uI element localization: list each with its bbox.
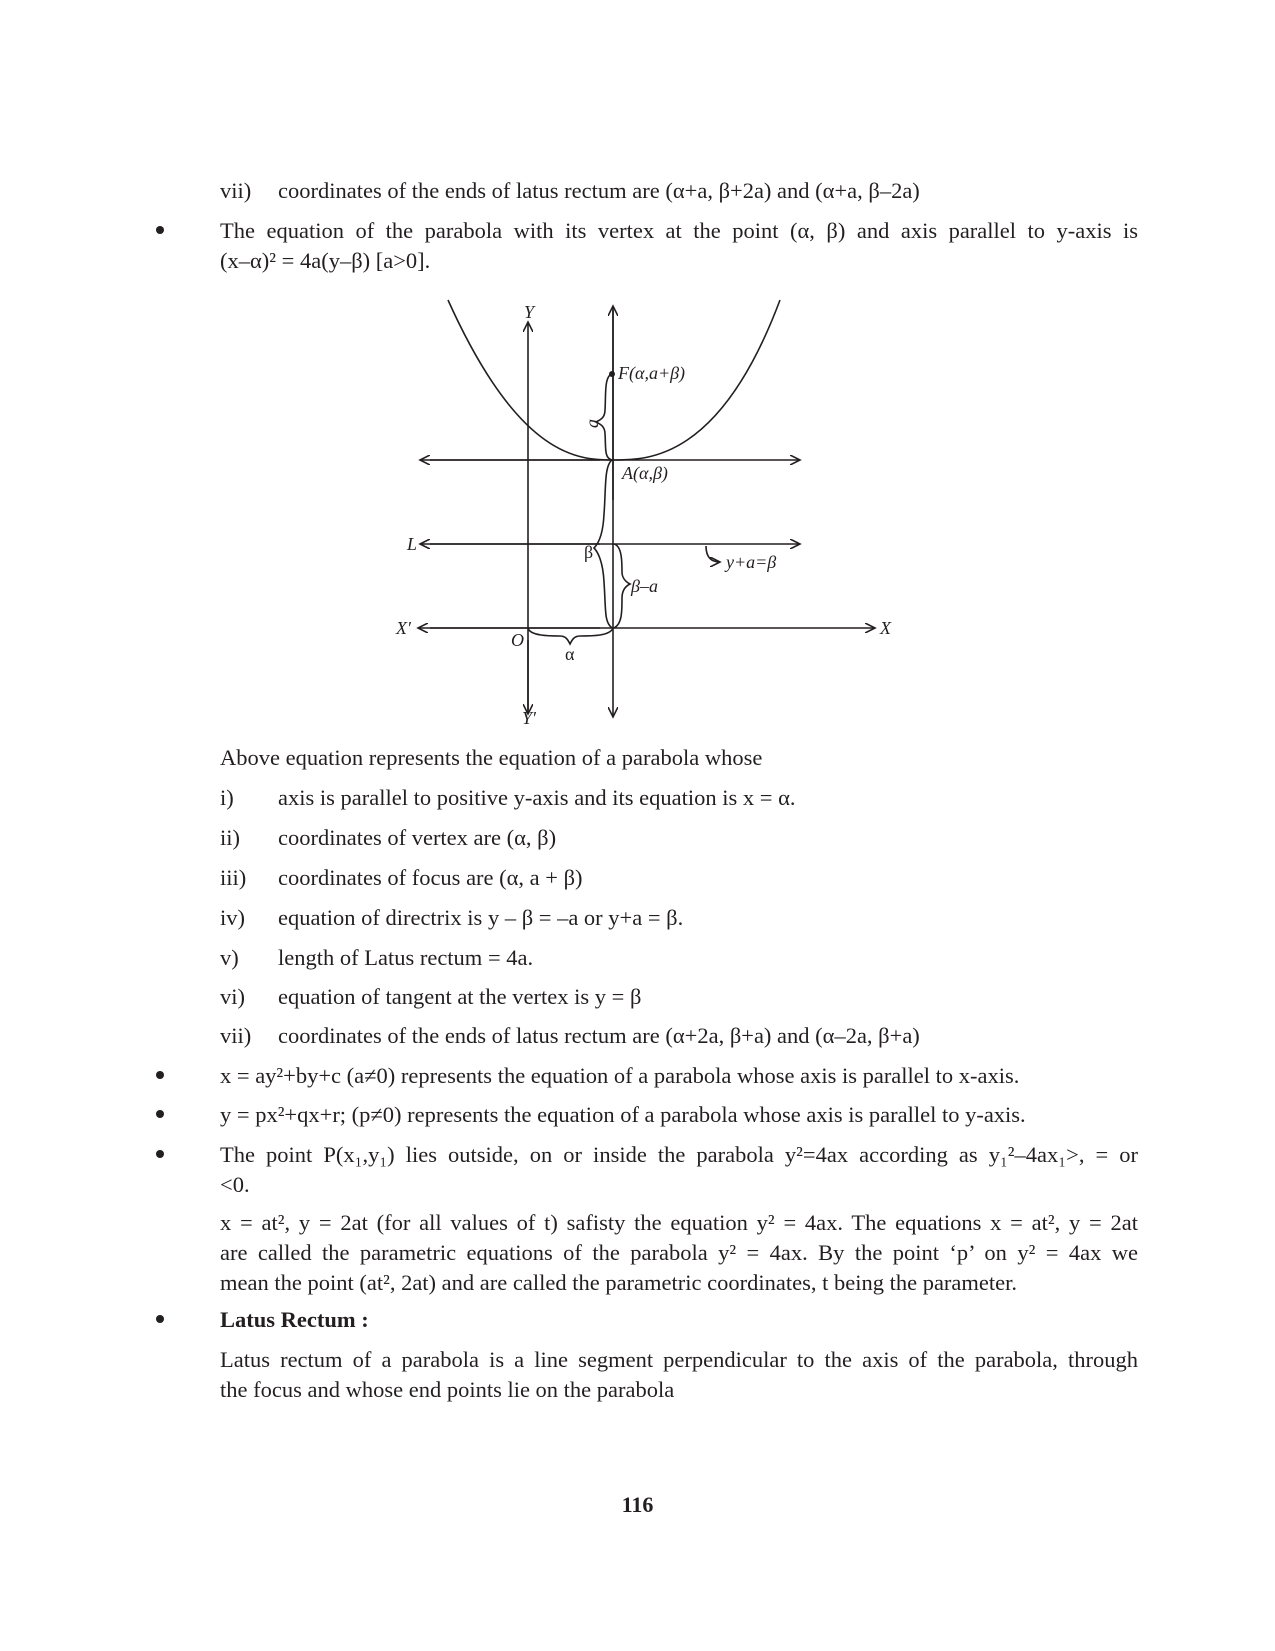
label-directrix: y+a=β — [726, 552, 777, 572]
label-focus: F(α,a+β) — [618, 363, 686, 383]
item-text: coordinates of vertex are (α, β) — [278, 825, 557, 850]
focus-point — [609, 371, 615, 377]
item-number: iii) — [220, 865, 247, 890]
item-text: coordinates of the ends of latus rectum are (α+2a, β+a) and (α–2a, β+a) — [278, 1023, 920, 1048]
directrix-pointer — [706, 546, 720, 562]
label-a: a — [582, 419, 602, 428]
label-x: X — [880, 618, 891, 638]
item-text: equation of directrix is y – β = –a or y+a = β. — [278, 905, 684, 930]
brace-alpha — [528, 628, 613, 644]
bullet-icon — [156, 1071, 164, 1079]
latus-rectum-paragraph — [220, 1345, 1138, 1405]
paragraph-line: <0. — [220, 1172, 250, 1197]
paragraph-line: mean the point (at², 2at) and are called the parametric coordinates, t being the parameter. — [220, 1270, 1018, 1295]
label-vertex: A(α,β) — [622, 463, 668, 483]
section-heading: Latus Rectum : — [220, 1307, 369, 1332]
label-origin: O — [511, 630, 524, 650]
bullet-text: y = px²+qx+r; (p≠0) represents the equation of a parabola whose axis is parallel to y-axis. — [220, 1102, 1026, 1127]
paragraph-line: are called the parametric equations of the parabola y² = 4ax. By the point ‘p’ on y² = 4ax we — [220, 1240, 1138, 1265]
label-l: L — [407, 534, 418, 554]
label-beta-minus-a: β–a — [631, 576, 658, 596]
item-text: coordinates of focus are (α, a + β) — [278, 865, 583, 890]
paragraph — [220, 216, 1138, 276]
parabola-figure — [396, 300, 920, 740]
item-text: coordinates of the ends of latus rectum are (α+a, β+2a) and (α+a, β–2a) — [278, 178, 920, 203]
item-number: ii) — [220, 825, 240, 850]
item-text: axis is parallel to positive y-axis and its equation is x = α. — [278, 785, 796, 810]
brace-beta-minus-a — [614, 544, 630, 628]
paragraph-line: The point P(x₁,y₁) lies outside, on or inside the parabola y²=4ax according as y₁²–4ax₁>, = or — [220, 1142, 1138, 1167]
parabola-curve — [448, 300, 780, 460]
item-number: vii) — [220, 1023, 252, 1048]
item-number: vi) — [220, 984, 245, 1009]
page-number: 116 — [621, 1492, 654, 1517]
bullet-icon — [156, 1150, 164, 1158]
paragraph-line: The equation of the parabola with its vertex at the point (α, β) and axis parallel to y-axis is — [220, 218, 1138, 243]
label-beta: β — [584, 542, 594, 562]
bullet-text: x = ay²+by+c (a≠0) represents the equation of a parabola whose axis is parallel to x-axis. — [220, 1063, 1020, 1088]
bullet-icon — [156, 226, 164, 234]
parametric-paragraph — [220, 1208, 1138, 1298]
paragraph-line: x = at², y = 2at (for all values of t) safisty the equation y² = 4ax. The equations x = at², y = 2at — [220, 1210, 1138, 1235]
label-alpha: α — [565, 644, 575, 664]
paragraph-line: Latus rectum of a parabola is a line segment perpendicular to the axis of the parabola, through — [220, 1347, 1138, 1372]
paragraph-line: the focus and whose end points lie on the parabola — [220, 1377, 675, 1402]
label-x-prime: X′ — [396, 618, 411, 638]
brace-a — [596, 374, 612, 460]
label-y-prime: Y′ — [522, 708, 536, 728]
item-text: equation of tangent at the vertex is y = β — [278, 984, 642, 1009]
equation-line: (x–α)² = 4a(y–β) [a>0]. — [220, 248, 431, 273]
item-number: iv) — [220, 905, 245, 930]
label-y: Y — [524, 302, 535, 322]
intro-text: Above equation represents the equation of a parabola whose — [220, 745, 763, 770]
bullet-icon — [156, 1315, 164, 1323]
bullet-icon — [156, 1110, 164, 1118]
item-number: i) — [220, 785, 234, 810]
paragraph — [220, 1140, 1138, 1200]
item-number: v) — [220, 945, 239, 970]
item-text: length of Latus rectum = 4a. — [278, 945, 534, 970]
item-number: vii) — [220, 178, 252, 203]
